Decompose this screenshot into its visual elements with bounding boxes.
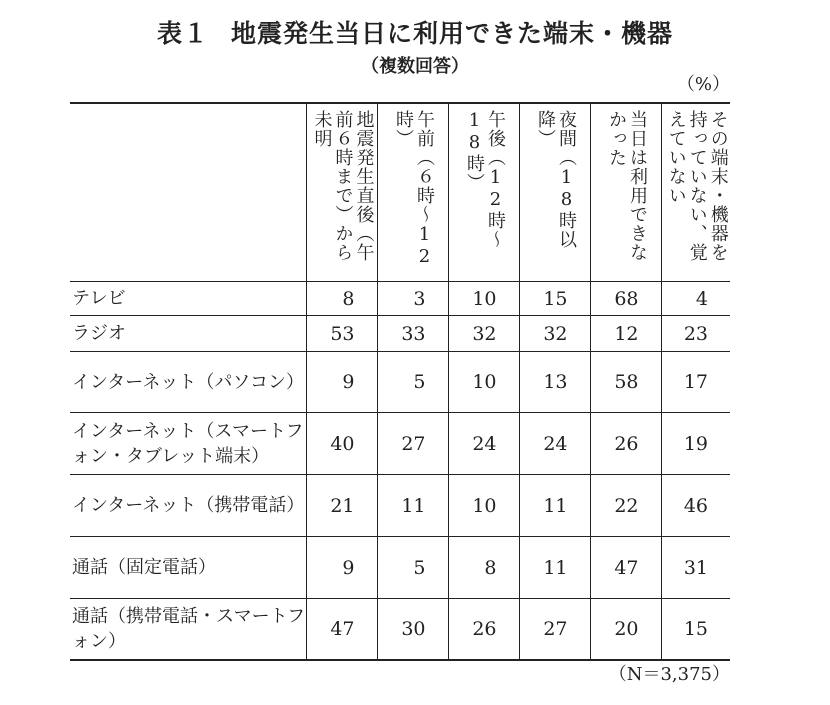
- table-cell: 19: [661, 413, 730, 475]
- table-cell: 24: [519, 413, 590, 475]
- table-cell: 9: [306, 352, 377, 413]
- column-header-label: 午後（12時〜18時）: [464, 110, 506, 249]
- header-row: [70, 103, 730, 282]
- table-cell: 21: [306, 475, 377, 537]
- table-row: [70, 537, 730, 599]
- sample-size-note: （N＝3,375）: [608, 664, 730, 685]
- column-header-label: 午前（６時〜12時）: [393, 110, 435, 268]
- table-cell: 11: [377, 475, 448, 537]
- table-cell: 68: [590, 282, 661, 316]
- row-label: 通話（固定電話）: [70, 537, 306, 599]
- table-cell: 5: [377, 537, 448, 599]
- column-header: [519, 103, 590, 282]
- table-subtitle: （複数回答）: [361, 56, 469, 77]
- column-header-label: 地震発生直後（午前６時まで）から未明: [311, 110, 375, 262]
- column-header-label: 当日は利用できなかった: [606, 110, 648, 262]
- header-corner: [70, 103, 306, 282]
- device-usage-table: [70, 102, 730, 661]
- table-cell: 13: [519, 352, 590, 413]
- table-cell: 24: [448, 413, 519, 475]
- table-cell: 3: [377, 282, 448, 316]
- column-header: [377, 103, 448, 282]
- table-cell: 58: [590, 352, 661, 413]
- table-cell: 8: [306, 282, 377, 316]
- table-cell: 53: [306, 316, 377, 352]
- table-cell: 10: [448, 282, 519, 316]
- table-cell: 32: [448, 316, 519, 352]
- unit-label: （%）: [676, 74, 730, 95]
- table-cell: 40: [306, 413, 377, 475]
- table-number: 表１: [156, 19, 209, 48]
- table-cell: 47: [306, 599, 377, 660]
- table-cell: 5: [377, 352, 448, 413]
- table-cell: 30: [377, 599, 448, 660]
- column-header: [590, 103, 661, 282]
- table-row: [70, 352, 730, 413]
- table-title-text: 地震発生当日に利用できた端末・機器: [231, 19, 674, 48]
- table-cell: 9: [306, 537, 377, 599]
- column-header: [661, 103, 730, 282]
- column-header-label: 夜間（18時以降）: [535, 110, 577, 249]
- table-title: [0, 14, 830, 50]
- table-cell: 15: [519, 282, 590, 316]
- table-cell: 27: [377, 413, 448, 475]
- table-cell: 15: [661, 599, 730, 660]
- table-cell: 23: [661, 316, 730, 352]
- table-cell: 11: [519, 537, 590, 599]
- row-label: ラジオ: [70, 316, 306, 352]
- table-cell: 10: [448, 475, 519, 537]
- row-label: テレビ: [70, 282, 306, 316]
- table-cell: 27: [519, 599, 590, 660]
- table-cell: 4: [661, 282, 730, 316]
- table-cell: 26: [590, 413, 661, 475]
- table-cell: 31: [661, 537, 730, 599]
- table-cell: 22: [590, 475, 661, 537]
- table-row: [70, 316, 730, 352]
- table-cell: 32: [519, 316, 590, 352]
- column-header-label: その端末・機器を持っていない、覚えていない: [665, 110, 729, 262]
- table-cell: 11: [519, 475, 590, 537]
- table-cell: 17: [661, 352, 730, 413]
- row-label: 通話（携帯電話・スマートフォン）: [70, 599, 306, 660]
- table-cell: 20: [590, 599, 661, 660]
- table-cell: 33: [377, 316, 448, 352]
- table-cell: 10: [448, 352, 519, 413]
- table-cell: 12: [590, 316, 661, 352]
- table-cell: 46: [661, 475, 730, 537]
- row-label: インターネット（スマートフォン・タブレット端末）: [70, 413, 306, 475]
- table-row: [70, 475, 730, 537]
- table-row: [70, 599, 730, 660]
- table-cell: 47: [590, 537, 661, 599]
- column-header: [448, 103, 519, 282]
- table-row: [70, 282, 730, 316]
- row-label: インターネット（携帯電話）: [70, 475, 306, 537]
- row-label: インターネット（パソコン）: [70, 352, 306, 413]
- table-cell: 8: [448, 537, 519, 599]
- table-cell: 26: [448, 599, 519, 660]
- table-row: [70, 413, 730, 475]
- column-header: [306, 103, 377, 282]
